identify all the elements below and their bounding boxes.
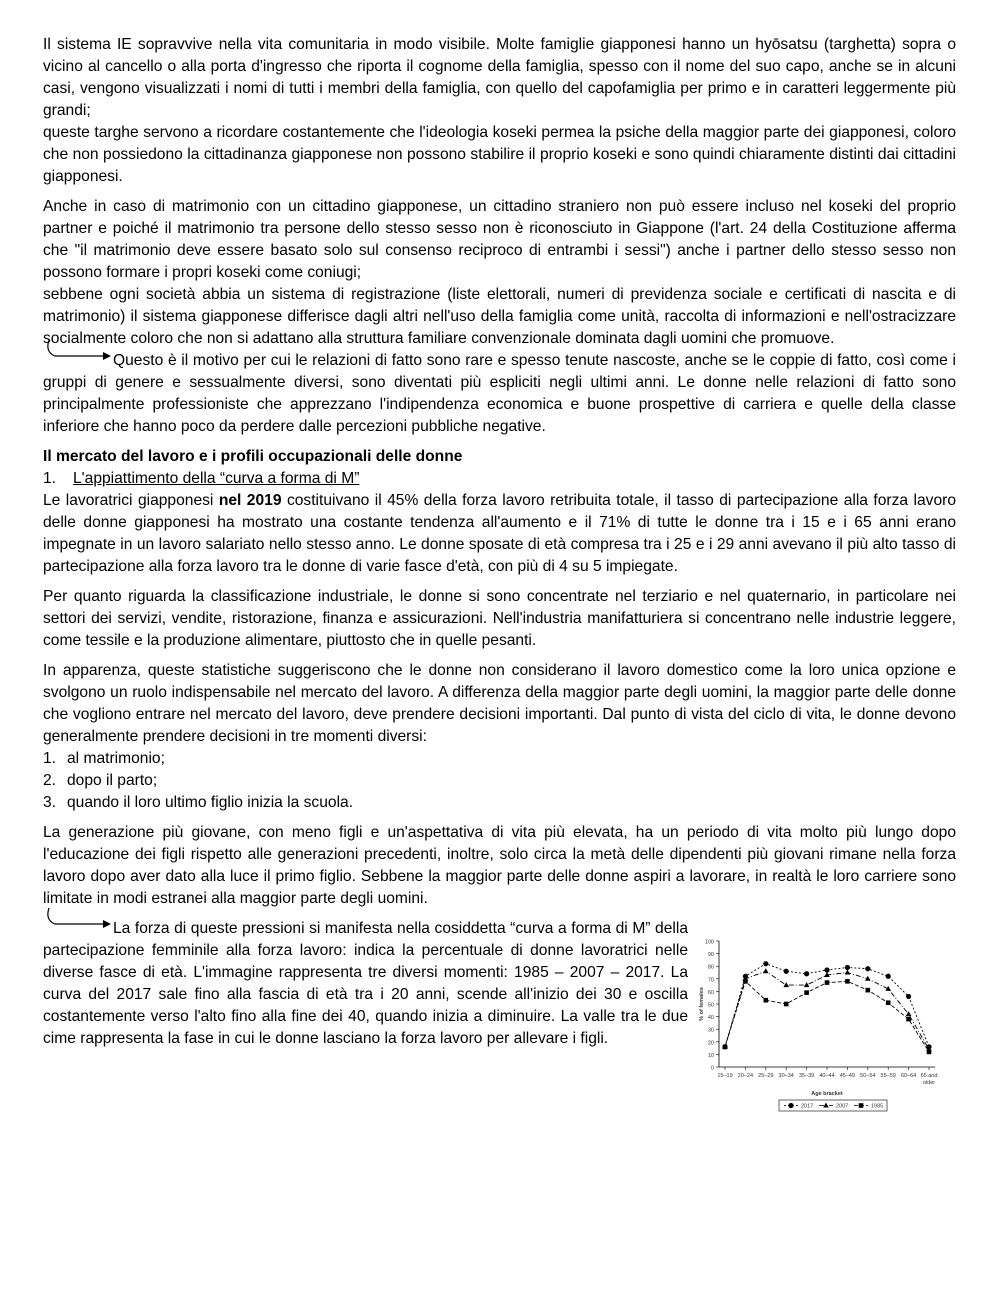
series-line-1985 (725, 981, 929, 1052)
list-item (43, 748, 956, 770)
data-point-1985 (845, 979, 850, 984)
legend-marker-2007 (823, 1103, 829, 1108)
x-tick-label: 15–19 (717, 1073, 733, 1079)
data-point-2017 (906, 994, 911, 999)
y-tick-label: 90 (707, 952, 714, 959)
x-tick-label: 60–64 (900, 1073, 917, 1079)
paragraph-with-arrow (43, 350, 956, 438)
y-tick-label: 0 (710, 1065, 714, 1072)
curved-arrow-icon (43, 906, 115, 932)
paragraph: Anche in caso di matrimonio con un cittadino giapponese, un cittadino straniero non può essere incluso nel koseki del proprio partner e poiché il matrimonio tra persone dello stesso sesso non è riconosciuto in Giappone (l'art. 24 della Costituzione afferma che "il matrimonio deve essere basato solo sul consenso reciproco di entrambi i sessi") anche i partner dello stesso sesso non possono formare i propri koseki come coniugi; (43, 198, 956, 281)
subsection-number: 1. (43, 470, 57, 487)
legend-marker-1985 (859, 1103, 864, 1108)
data-point-1985 (784, 1002, 789, 1007)
paragraph: Per quanto riguarda la classificazione industriale, le donne si sono concentrate nel terziario e nel quaternario, in particolare nei settori dei servizi, vendite, ristorazione, finanza e assicurazioni. Nell'industria manifatturiera si concentrano nelle industrie leggere, come tessile e la produzione alimentare, piuttosto che in quelle pesanti. (43, 588, 956, 649)
data-point-2017 (865, 966, 870, 971)
list-item (43, 792, 956, 814)
paragraph (43, 490, 956, 578)
data-point-2007 (804, 982, 810, 987)
paragraph: queste targhe servono a ricordare costantemente che l'ideologia koseki permea la psiche della maggior parte dei giapponesi, coloro che non possiedono la cittadinanza giapponese non possono stabilire il proprio koseki e sono quindi chiaramente distinti dai cittadini giapponesi. (43, 124, 956, 185)
legend-label-2017: 2017 (801, 1103, 814, 1110)
y-tick-label: 80 (707, 964, 714, 971)
text-run: Le lavoratrici giapponesi (43, 492, 219, 509)
data-point-2007 (763, 968, 769, 973)
legend-label-2007: 2007 (836, 1103, 849, 1110)
legend-marker-2017 (788, 1103, 793, 1108)
text-run: costituivano il 45% della forza lavoro retribuita totale, il tasso di partecipazione alla forza lavoro delle donne giapponesi ha mostrato una costante tendenza all'aumento e il 71% di tutte le donne tra i 15 e i 65 anni erano impegnate in un lavoro salariato nello stesso anno. Le donne sposate di età compresa tra i 25 e i 29 anni avevano il più alto tasso di partecipazione alla forza lavoro tra le donne di varie fasce d'età, con più di 4 su 5 impiegate. (43, 492, 957, 575)
x-tick-label: 40–44 (819, 1073, 835, 1079)
data-point-2007 (783, 982, 789, 987)
document-body (43, 34, 956, 1058)
data-point-1985 (764, 998, 769, 1003)
list-text: al matrimonio; (67, 750, 165, 767)
section-heading: Il mercato del lavoro e i profili occupazionali delle donne (43, 448, 463, 465)
y-tick-label: 100 (704, 939, 714, 946)
data-point-1985 (743, 979, 748, 984)
data-point-1985 (804, 990, 809, 995)
paragraph-text: Questo è il motivo per cui le relazioni di fatto sono rare e spesso tenute nascoste, anche se le coppie di fatto, così come i gruppi di genere e sessualmente diversi, sono diventati più espliciti negli ultimi anni. Le donne nelle relazioni di fatto sono principalmente professioniste che apprezzano l'indipendenza economica e buone prospettive di carriera e quelle della classe inferiore che hanno poco da perdere dalle percezioni pubbliche negative. (43, 352, 956, 435)
data-point-2017 (845, 965, 850, 970)
x-tick-label: 25–29 (758, 1073, 774, 1079)
x-tick-label: 50–54 (860, 1073, 876, 1079)
x-axis-label: Age bracket (811, 1091, 843, 1097)
data-point-1985 (825, 980, 830, 985)
list-number: 3. (43, 794, 57, 811)
data-point-1985 (866, 988, 871, 993)
data-point-1985 (886, 1000, 891, 1005)
list-text: quando il loro ultimo figlio inizia la scuola. (67, 794, 354, 811)
data-point-2017 (886, 974, 891, 979)
data-point-1985 (906, 1017, 911, 1022)
data-point-2017 (804, 971, 809, 976)
y-tick-label: 40 (707, 1015, 714, 1022)
subsection-heading (43, 468, 956, 490)
y-tick-label: 20 (707, 1040, 714, 1047)
chart-svg (667, 929, 942, 1119)
numbered-list (43, 748, 956, 814)
bold-text: nel 2019 (218, 492, 282, 509)
paragraph: sebbene ogni società abbia un sistema di registrazione (liste elettorali, numeri di previdenza sociale e certificati di nascita e di matrimonio) il sistema giapponese differisce dagli altri nell'uso della famiglia come unità, raccolta di informazioni e nell'ostracizzare socialmente coloro che non si adattano alla struttura familiare convenzionale dominata dagli uomini che promuove. (43, 286, 956, 347)
data-point-2017 (763, 961, 768, 966)
data-point-2017 (784, 969, 789, 974)
paragraph: Il sistema IE sopravvive nella vita comunitaria in modo visibile. Molte famiglie giapponesi hanno un hyōsatsu (targhetta) sopra o vicino al cancello o alla porta d'ingresso che riporta il cognome della famiglia, spesso con il nome del suo capo, anche se in alcuni casi, vengono visualizzati i nomi di tutti i membri della famiglia, con quello del capofamiglia per primo e in caratteri leggermente più grandi; (43, 36, 956, 119)
list-text: dopo il parto; (67, 772, 158, 789)
x-tick-label: 65 and (920, 1073, 938, 1079)
data-point-2017 (824, 967, 829, 972)
x-tick-label: 30–34 (778, 1073, 794, 1079)
x-tick-label: older (922, 1080, 936, 1086)
y-tick-label: 30 (707, 1027, 714, 1034)
x-tick-label: 45–49 (839, 1073, 856, 1079)
x-tick-label: 35–39 (798, 1073, 815, 1079)
data-point-2007 (845, 970, 851, 975)
m-curve-chart (667, 929, 942, 1119)
data-point-1985 (723, 1045, 728, 1050)
y-axis-label: % of females (699, 987, 705, 1021)
y-tick-label: 50 (707, 1002, 714, 1009)
x-tick-label: 55–59 (880, 1073, 896, 1079)
x-tick-label: 20–24 (737, 1073, 754, 1079)
legend-label-1985: 1985 (871, 1103, 884, 1110)
data-point-1985 (927, 1050, 932, 1055)
list-item (43, 770, 956, 792)
paragraph: La generazione più giovane, con meno figli e un'aspettativa di vita più elevata, ha un periodo di vita molto più lungo dopo l'educazione dei figli rispetto alle generazioni precedenti, inoltre, solo circa la metà delle dipendenti più giovani rimane nella forza lavoro dopo aver dato alla luce il primo figlio. Sebbene la maggior parte delle donne aspiri a lavorare, in realtà le loro carriere sono limitate in modi estranei alla maggior parte degli uomini. (43, 824, 956, 907)
y-tick-label: 60 (707, 989, 714, 996)
paragraph-with-arrow (43, 918, 688, 1050)
y-tick-label: 10 (707, 1052, 714, 1059)
list-number: 1. (43, 750, 57, 767)
subsection-title: L'appiattimento della “curva a forma di M” (73, 470, 360, 487)
curved-arrow-icon (43, 338, 115, 364)
list-number: 2. (43, 772, 57, 789)
y-tick-label: 70 (707, 977, 714, 984)
paragraph: In apparenza, queste statistiche suggeriscono che le donne non considerano il lavoro domestico come la loro unica opzione e svolgono un ruolo indispensabile nel mercato del lavoro. A differenza della maggior parte degli uomini, la maggior parte delle donne che vogliono entrare nel mercato del lavoro, deve prendere decisioni importanti. Dal punto di vista del ciclo di vita, le donne devono generalmente prendere decisioni in tre momenti diversi: (43, 662, 956, 745)
paragraph-text: La forza di queste pressioni si manifesta nella cosiddetta “curva a forma di M” della partecipazione femminile alla forza lavoro: indica la percentuale di donne lavoratrici nelle diverse fasce di età. L'immagine rappresenta tre diversi momenti: 1985 – 2007 – 2017. La curva del 2017 sale fino alla fascia di età tra i 20 anni, scende all'inizio dei 30 e oscilla costantemente verso l'alto fino alla fine dei 40, quando inizia a diminuire. La valle tra le due cime rappresenta la fase in cui le donne lasciano la forza lavoro per allevare i figli. (43, 920, 688, 1047)
